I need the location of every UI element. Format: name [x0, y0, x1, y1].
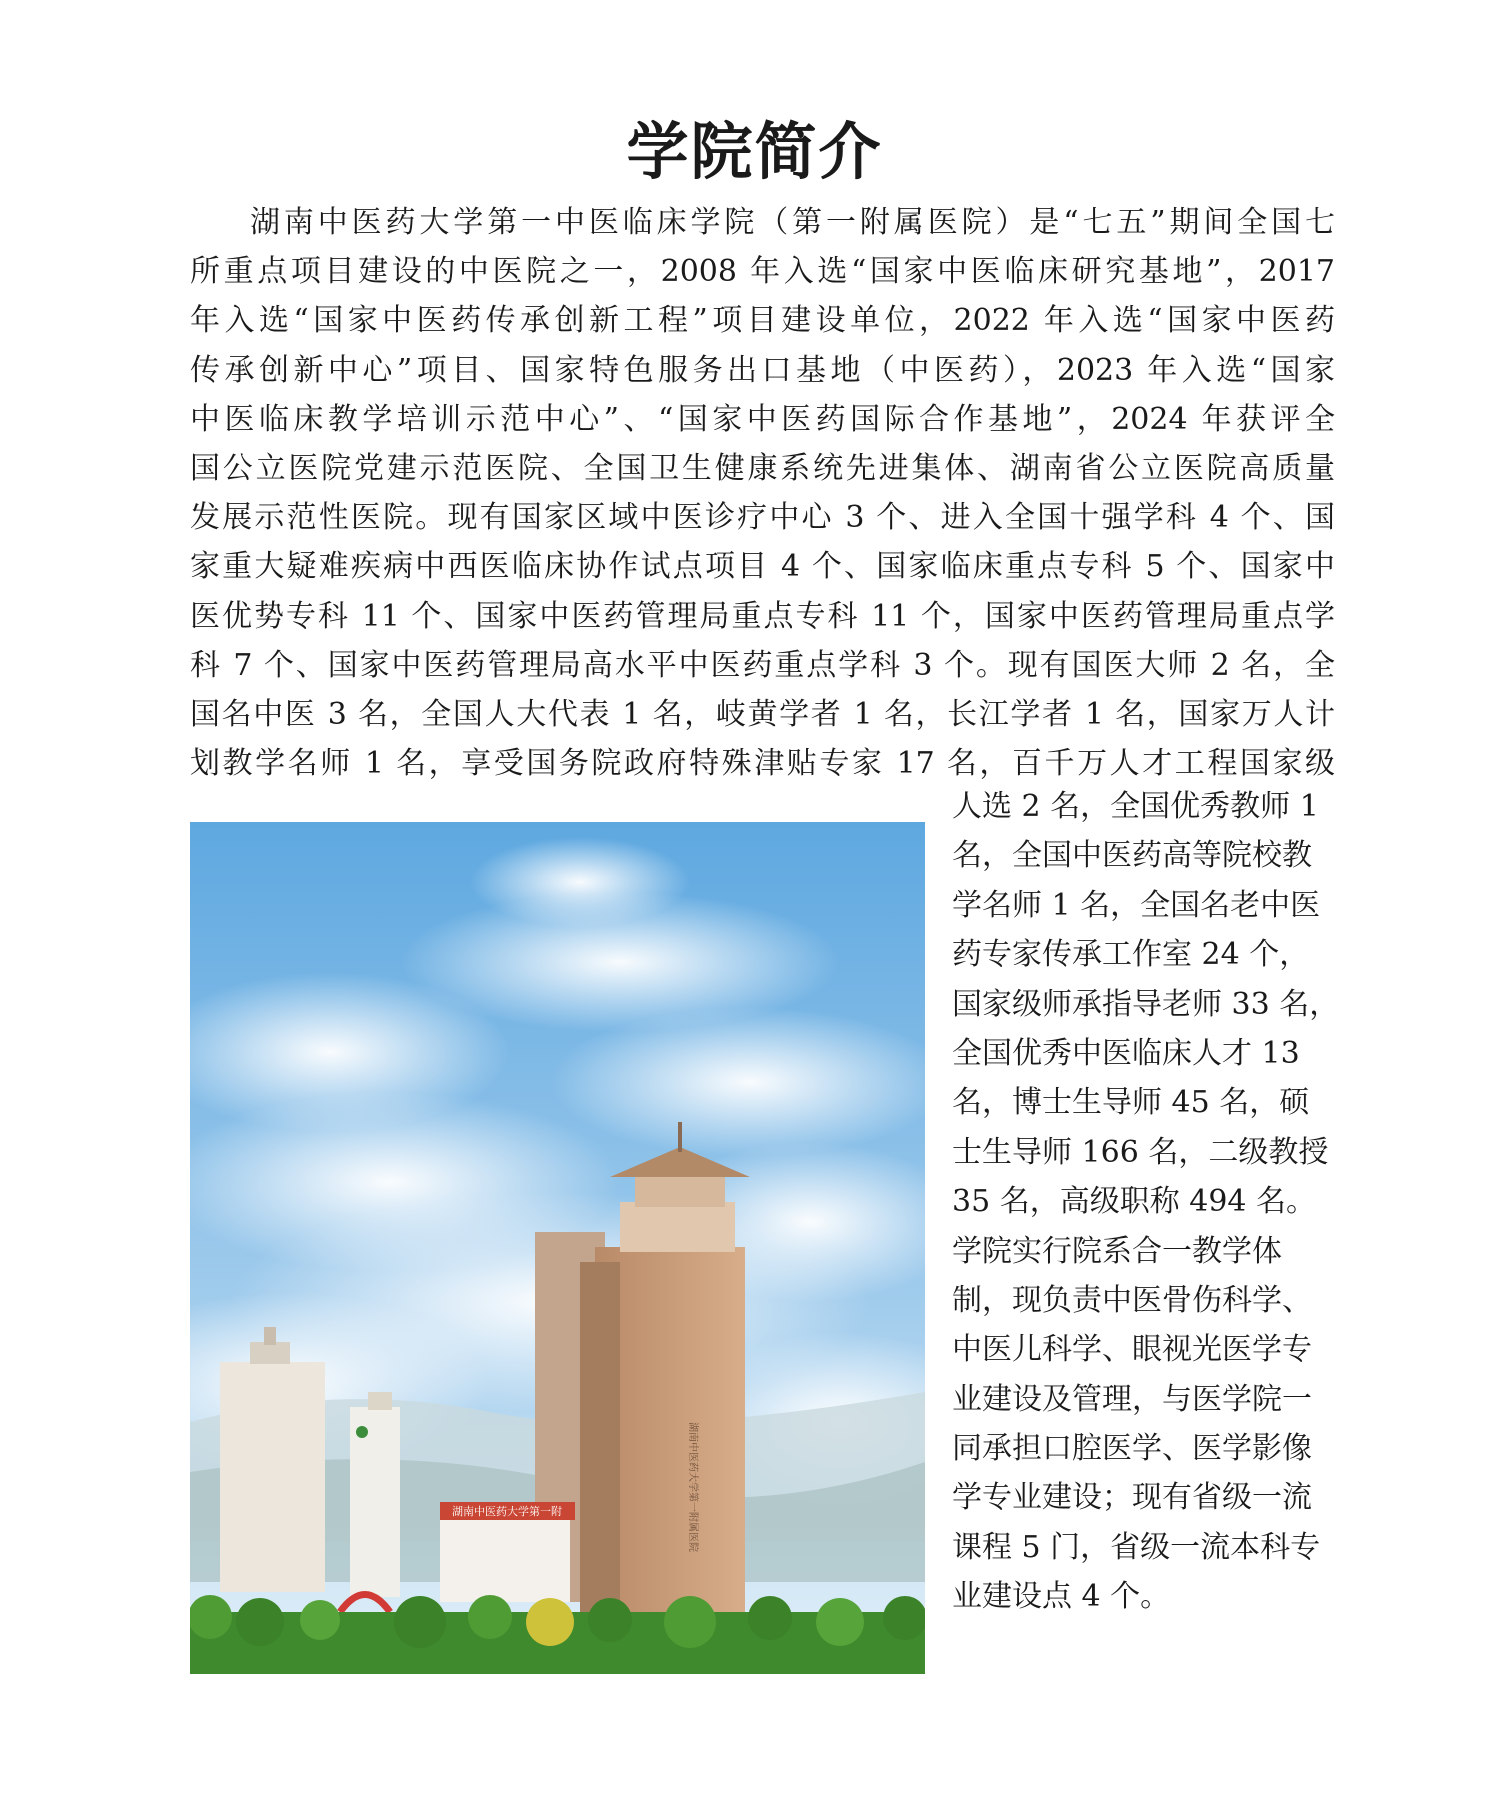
paragraph-line: 科 7 个、国家中医药管理局高水平中医药重点学科 3 个。现有国医大师 2 名，全	[190, 647, 1335, 683]
lower-building-sign: 湖南中医药大学第一附	[452, 1505, 562, 1518]
side-line: 人选 2 名，全国优秀教师 1	[952, 789, 1319, 824]
paragraph-line: 年入选“国家中医药传承创新工程”项目建设单位，2022 年入选“国家中医药	[190, 303, 1335, 339]
side-line: 35 名，高级职称 494 名。	[952, 1184, 1317, 1220]
side-line: 国家级师承指导老师 33 名，	[952, 986, 1340, 1022]
side-line: 学名师 1 名，全国名老中医	[952, 887, 1321, 923]
paragraph-line: 家重大疑难疾病中西医临床协作试点项目 4 个、国家临床重点专科 5 个、国家中	[190, 549, 1335, 585]
paragraph-line: 湖南中医药大学第一中医临床学院（第一附属医院）是“七五”期间全国七	[250, 205, 1335, 240]
paragraph-line: 传承创新中心”项目、国家特色服务出口基地（中医药），2023 年入选“国家	[190, 352, 1335, 388]
tower-sign: 湖南中医药大学第一附属医院	[687, 1422, 698, 1552]
intro-paragraph	[190, 198, 1335, 788]
paragraph-line: 所重点项目建设的中医院之一，2008 年入选“国家中医临床研究基地”，2017	[190, 254, 1335, 290]
hospital-illustration	[190, 822, 925, 1674]
middle-building	[350, 1392, 400, 1597]
side-line: 名，博士生导师 45 名，硕	[952, 1085, 1310, 1121]
paragraph-line: 国名中医 3 名，全国人大代表 1 名，岐黄学者 1 名，长江学者 1 名，国家万人计	[190, 696, 1335, 732]
side-line: 业建设点 4 个。	[952, 1579, 1171, 1615]
paragraph-line: 发展示范性医院。现有国家区域中医诊疗中心 3 个、进入全国十强学科 4 个、国	[190, 500, 1335, 536]
side-line: 同承担口腔医学、医学影像	[952, 1431, 1312, 1467]
side-line: 士生导师 166 名，二级教授	[952, 1134, 1329, 1170]
side-line: 名，全国中医药高等院校教	[952, 838, 1312, 874]
side-line: 中医儿科学、眼视光医学专	[952, 1332, 1312, 1368]
side-line: 药专家传承工作室 24 个，	[952, 937, 1310, 973]
low-building	[440, 1502, 575, 1602]
side-line: 制，现负责中医骨伤科学、	[952, 1282, 1312, 1318]
paragraph-line: 划教学名师 1 名，享受国务院政府特殊津贴专家 17 名，百千万人才工程国家级	[190, 746, 1335, 782]
hospital-photo	[190, 822, 925, 1674]
paragraph-line: 中医临床教学培训示范中心”、“国家中医药国际合作基地”，2024 年获评全	[190, 401, 1335, 437]
page-title: 学院简介	[626, 115, 883, 188]
side-line: 业建设及管理，与医学院一	[952, 1381, 1312, 1417]
side-line: 学院实行院系合一教学体	[952, 1233, 1282, 1269]
side-line: 课程 5 门，省级一流本科专	[952, 1529, 1321, 1565]
left-tower	[220, 1327, 325, 1592]
side-line: 全国优秀中医临床人才 13	[952, 1035, 1300, 1071]
paragraph-line: 医优势专科 11 个、国家中医药管理局重点专科 11 个，国家中医药管理局重点学	[190, 598, 1335, 634]
side-paragraph	[952, 782, 1342, 1622]
side-line: 学专业建设；现有省级一流	[952, 1480, 1312, 1516]
paragraph-line: 国公立医院党建示范医院、全国卫生健康系统先进集体、湖南省公立医院高质量	[190, 450, 1335, 486]
